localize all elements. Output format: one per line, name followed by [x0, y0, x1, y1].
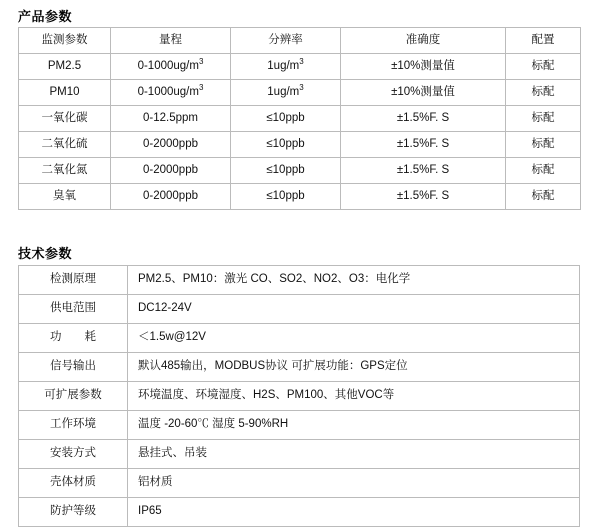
- table-row: [19, 106, 581, 132]
- table-row: [19, 382, 580, 411]
- cell-resolution-text: ≤10ppb: [266, 111, 305, 124]
- table-row: [19, 324, 580, 353]
- cell-label: 检测原理: [19, 266, 128, 295]
- cell-accuracy: ±1.5%F. S: [341, 158, 506, 184]
- cell-range: [111, 132, 231, 158]
- cell-accuracy: ±1.5%F. S: [341, 106, 506, 132]
- table-header-row: [19, 28, 581, 54]
- cell-parameter: 一氧化碳: [19, 106, 111, 132]
- cell-parameter: 二氧化氮: [19, 158, 111, 184]
- cell-parameter: PM2.5: [19, 54, 111, 80]
- cell-value: 环境温度、环境湿度、H2S、PM100、其他VOC等: [128, 382, 580, 411]
- table-row: [19, 54, 581, 80]
- cell-range-text: 0-1000ug/m: [137, 59, 199, 72]
- cell-resolution: [231, 54, 341, 80]
- cell-range-text: 0-2000ppb: [143, 189, 198, 202]
- cell-resolution: [231, 132, 341, 158]
- page-title-product-parameters: 产品参数: [18, 9, 73, 24]
- cell-config: 标配: [506, 106, 581, 132]
- table-row: [19, 158, 581, 184]
- column-header-range: 量程: [111, 28, 231, 54]
- cell-resolution-text: ≤10ppb: [266, 163, 305, 176]
- cell-range-superscript: 3: [198, 82, 204, 92]
- cell-label: 安装方式: [19, 440, 128, 469]
- cell-label: 防护等级: [19, 498, 128, 527]
- table-row: [19, 80, 581, 106]
- cell-resolution-text: ≤10ppb: [266, 137, 305, 150]
- cell-value: PM2.5、PM10：激光 CO、SO2、NO2、O3：电化学: [128, 266, 580, 295]
- cell-value: 铝材质: [128, 469, 580, 498]
- table-row: [19, 498, 580, 527]
- column-header-accuracy: 准确度: [341, 28, 506, 54]
- cell-config: 标配: [506, 80, 581, 106]
- cell-value: DC12-24V: [128, 295, 580, 324]
- cell-label: 工作环境: [19, 411, 128, 440]
- cell-config: 标配: [506, 54, 581, 80]
- cell-parameter: 二氧化硫: [19, 132, 111, 158]
- cell-label: 供电范围: [19, 295, 128, 324]
- table-row: [19, 440, 580, 469]
- table-row: [19, 132, 581, 158]
- column-header-config: 配置: [506, 28, 581, 54]
- table-row: [19, 411, 580, 440]
- table-row: [19, 266, 580, 295]
- table-row: [19, 184, 581, 210]
- cell-resolution: [231, 106, 341, 132]
- cell-range: [111, 158, 231, 184]
- cell-value: ＜1.5w@12V: [128, 324, 580, 353]
- cell-range-text: 0-12.5ppm: [143, 111, 198, 124]
- cell-range: [111, 80, 231, 106]
- cell-range-text: 0-2000ppb: [143, 163, 198, 176]
- cell-range-superscript: 3: [198, 56, 204, 66]
- cell-resolution: [231, 80, 341, 106]
- cell-resolution: [231, 184, 341, 210]
- cell-accuracy: ±1.5%F. S: [341, 132, 506, 158]
- cell-accuracy: ±1.5%F. S: [341, 184, 506, 210]
- cell-value: 默认485输出，MODBUS协议 可扩展功能：GPS定位: [128, 353, 580, 382]
- table-row: [19, 469, 580, 498]
- cell-resolution-text: 1ug/m: [267, 59, 300, 72]
- cell-resolution-superscript: 3: [299, 56, 304, 66]
- cell-resolution-text: ≤10ppb: [266, 189, 305, 202]
- cell-range: [111, 54, 231, 80]
- table-row: [19, 295, 580, 324]
- cell-parameter: PM10: [19, 80, 111, 106]
- cell-range-text: 0-2000ppb: [143, 137, 198, 150]
- cell-accuracy: ±10%测量值: [341, 54, 506, 80]
- cell-config: 标配: [506, 132, 581, 158]
- column-header-resolution: 分辨率: [231, 28, 341, 54]
- technical-parameters-table: [18, 265, 580, 527]
- page-title-technical-parameters: 技术参数: [18, 246, 73, 261]
- cell-label: 可扩展参数: [19, 382, 128, 411]
- cell-range: [111, 106, 231, 132]
- cell-range-text: 0-1000ug/m: [137, 85, 199, 98]
- column-header-parameter: 监测参数: [19, 28, 111, 54]
- cell-label: 功 耗: [19, 324, 128, 353]
- cell-range: [111, 184, 231, 210]
- cell-config: 标配: [506, 184, 581, 210]
- cell-resolution-text: 1ug/m: [267, 85, 300, 98]
- cell-value: 悬挂式、吊装: [128, 440, 580, 469]
- cell-value: 温度 -20-60℃ 湿度 5-90%RH: [128, 411, 580, 440]
- cell-label: 信号输出: [19, 353, 128, 382]
- cell-resolution-superscript: 3: [299, 82, 304, 92]
- table-row: [19, 353, 580, 382]
- product-parameters-table: [18, 27, 581, 210]
- cell-config: 标配: [506, 158, 581, 184]
- cell-resolution: [231, 158, 341, 184]
- cell-label: 壳体材质: [19, 469, 128, 498]
- cell-value: IP65: [128, 498, 580, 527]
- cell-parameter: 臭氧: [19, 184, 111, 210]
- cell-accuracy: ±10%测量值: [341, 80, 506, 106]
